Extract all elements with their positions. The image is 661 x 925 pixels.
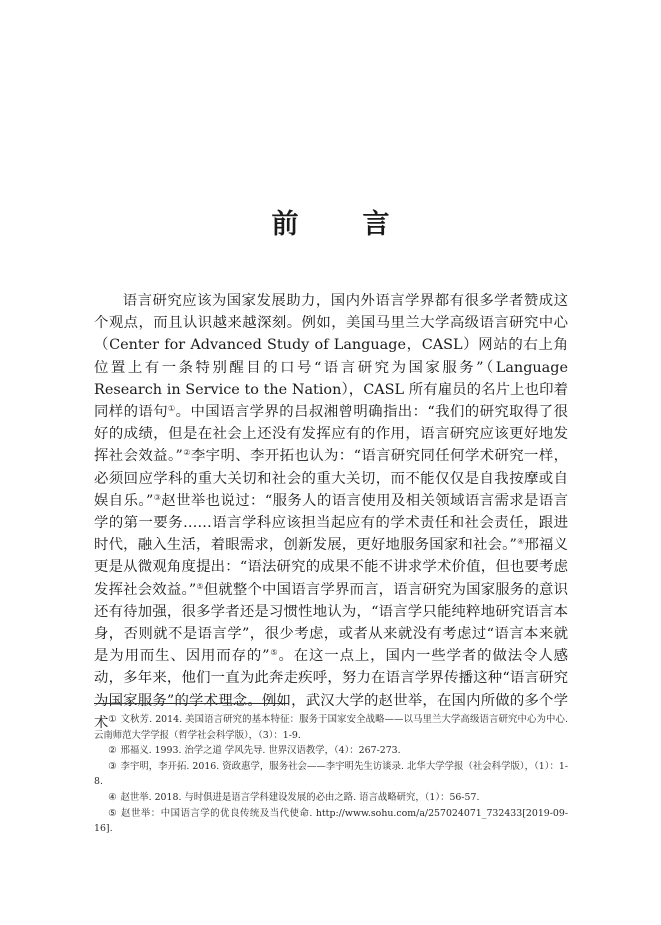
footnote-list: [94, 712, 568, 837]
paragraph-text: 语言研究应该为国家发展助力，国内外语言学界都有很多学者赞成这个观点，而且认识越来越深刻。例如，美国马里兰大学高级语言研究中心（Center for Advanced Study of Language，CASL）网站的右上角位置上有一条特别醒目的口号“语言研究为国家服务”（Language Research in Service to the Nation），CASL 所有雇员的名片上也印着同样的语句: [94, 293, 568, 421]
footnote-item: [94, 806, 568, 837]
footnote-ref[interactable]: ⑤: [196, 581, 204, 591]
footnote-mark: ③: [108, 760, 117, 772]
footnote-item: [94, 743, 568, 759]
paragraph-text: 邢福义更是从微观角度提出：“语法研究的成果不能不讲求学术价值，但也要考虑发挥社会效益。”: [94, 537, 568, 598]
footnote-text: 邢福义. 1993. 治学之道 学风先导. 世界汉语教学，（4）：267-273.: [120, 745, 401, 757]
footnote-ref[interactable]: ⑤: [269, 648, 279, 658]
paragraph-text: 。中国语言学界的吕叔湘曾明确指出：“我们的研究取得了很好的成绩，但是在社会上还没有发挥应有的作用，语言研究应该更好地发挥社会效益。”: [94, 404, 568, 465]
footnote-mark: ⑤: [108, 807, 118, 819]
footnote-mark: ④: [108, 791, 117, 803]
footnote-text: 赵世举：中国语言学的优良传统及当代使命. http://www.sohu.com/a/257024071_732433[2019-09-16].: [94, 807, 569, 835]
footnote-item: [94, 759, 568, 790]
paragraph-text: 李宇明、李开拓也认为：“语言研究同任何学术研究一样，必须回应学科的重大关切和社会的重大关切，而不能仅仅是自我按摩或自娱自乐。”: [94, 448, 569, 509]
footnote-divider: [94, 703, 288, 704]
paragraph-text: 但就整个中国语言学界而言，语言研究为国家服务的意识还有待加强，很多学者还是习惯性地认为，“语言学只能纯粹地研究语言本身，否则就不是语言学”，很少考虑，或者从来就没有考虑过“语言本来就是为用而生、因用而存的”: [94, 581, 568, 665]
footnote-item: [94, 712, 568, 743]
footnote-ref[interactable]: ①: [168, 404, 176, 414]
footnote-mark: ②: [108, 745, 117, 757]
footnote-text: 文秋芳. 2014. 美国语言研究的基本特征：服务于国家安全战略——以马里兰大学高级语言研究中心为中心. 云南师范大学学报（哲学社会科学版），（3）：1-9.: [94, 714, 568, 741]
paragraph-text: 。在这一点上，国内一些学者的做法令人感动，多年来，他们一直为此奔走疾呼，努力在语言学界传播这种“语言研究为国家服务”的学术理念。例如，武汉大学的赵世举，在国内所做的多个学术: [94, 648, 568, 731]
paragraph-text: 赵世举也说过：“服务人的语言使用及相关领域语言需求是语言学的第一要务……语言学科应该担当起应有的学术责任和社会责任，跟进时代，融入生活，着眼需求，创新发展，更好地服务国家和社会。”: [94, 492, 569, 554]
footnote-mark: ①: [108, 714, 117, 725]
preface-paragraph: [94, 290, 568, 734]
footnote-text: 李宇明，李开拓. 2016. 资政惠学，服务社会——李宇明先生访谈录. 北华大学学报（社会科学版），（1）：1-8.: [94, 760, 569, 788]
footnote-ref[interactable]: ③: [153, 492, 162, 502]
footnote-ref[interactable]: ②: [182, 448, 191, 458]
page-title: 前言: [271, 209, 454, 240]
footnote-ref[interactable]: ④: [516, 537, 525, 547]
footnote-item: [94, 790, 568, 806]
footnote-text: 赵世举. 2018. 与时俱进是语言学科建设发展的必由之路. 语言战略研究，（1）：56-57.: [120, 791, 480, 803]
